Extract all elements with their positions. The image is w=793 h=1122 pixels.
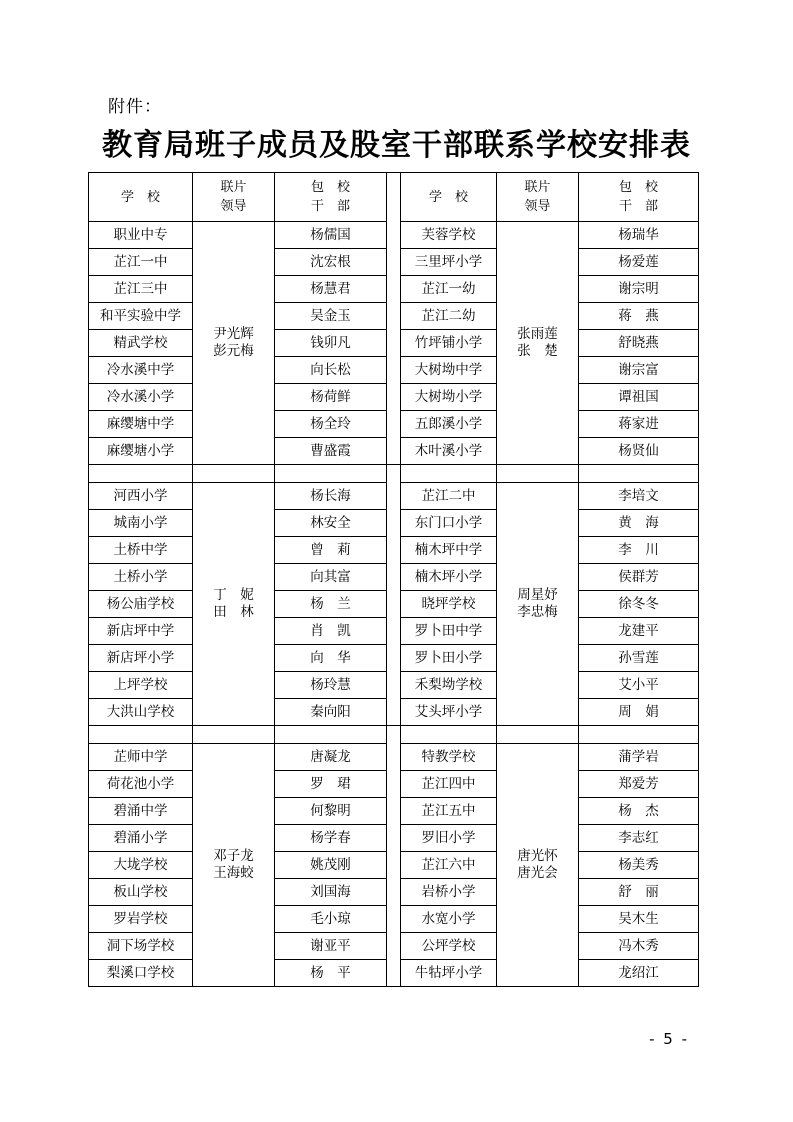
group-separator-row	[89, 726, 699, 744]
table-row	[89, 933, 699, 960]
school-name-left: 精武学校	[89, 330, 193, 357]
cadre-name-right: 吴木生	[579, 906, 699, 933]
cadre-name-right: 谭祖国	[579, 384, 699, 411]
left-leader-cell	[193, 483, 275, 726]
school-name-right: 水宽小学	[401, 906, 497, 933]
table-body	[89, 173, 699, 987]
school-name-left: 芷师中学	[89, 744, 193, 771]
cadre-name-left: 向其富	[275, 564, 387, 591]
column-gap	[387, 933, 401, 960]
leader-name: 张 楚	[517, 343, 558, 359]
school-name-right: 罗旧小学	[401, 825, 497, 852]
leader-name: 周星妤	[517, 587, 558, 603]
column-gap	[387, 618, 401, 645]
cadre-name-left: 杨长海	[275, 483, 387, 510]
leader-name: 王海蛟	[213, 865, 254, 881]
blank-cell	[193, 465, 275, 483]
right-leader-cell	[497, 483, 579, 726]
attachment-label: 附件：	[108, 97, 162, 117]
column-gap	[387, 726, 401, 744]
document-title: 教育局班子成员及股室干部联系学校安排表	[102, 128, 691, 163]
school-name-right: 晓坪学校	[401, 591, 497, 618]
school-name-left: 冷水溪小学	[89, 384, 193, 411]
column-gap	[387, 249, 401, 276]
header-leader-left	[193, 173, 275, 222]
school-name-right: 芷江二中	[401, 483, 497, 510]
cadre-name-right: 李志红	[579, 825, 699, 852]
school-name-right: 楠木坪中学	[401, 537, 497, 564]
table-row	[89, 330, 699, 357]
table-row	[89, 483, 699, 510]
school-name-right: 芷江一幼	[401, 276, 497, 303]
blank-cell	[275, 465, 387, 483]
cadre-name-left: 向长松	[275, 357, 387, 384]
column-gap	[387, 222, 401, 249]
leader-name: 唐光怀	[517, 848, 558, 864]
column-gap	[387, 645, 401, 672]
leader-name: 李忠梅	[517, 604, 558, 620]
header-cadre-line2: 干 部	[310, 199, 350, 214]
table-row	[89, 771, 699, 798]
table-row	[89, 744, 699, 771]
cadre-name-left: 杨儒国	[275, 222, 387, 249]
cadre-name-left: 曹盛霞	[275, 438, 387, 465]
header-cadre-right	[579, 173, 699, 222]
cadre-name-left: 曾 莉	[275, 537, 387, 564]
school-name-left: 河西小学	[89, 483, 193, 510]
column-gap	[387, 510, 401, 537]
school-name-right: 特教学校	[401, 744, 497, 771]
cadre-name-left: 杨荷鲜	[275, 384, 387, 411]
header-cadre-line1: 包 校	[310, 180, 350, 195]
column-gap	[387, 303, 401, 330]
table-header-row	[89, 173, 699, 222]
school-name-right: 公坪学校	[401, 933, 497, 960]
table-row	[89, 303, 699, 330]
school-name-left: 洞下场学校	[89, 933, 193, 960]
cadre-name-left: 杨学春	[275, 825, 387, 852]
school-name-left: 新店坪中学	[89, 618, 193, 645]
school-name-right: 芙蓉学校	[401, 222, 497, 249]
column-gap	[387, 879, 401, 906]
table-row	[89, 510, 699, 537]
school-name-left: 和平实验中学	[89, 303, 193, 330]
blank-cell	[401, 465, 497, 483]
leader-name: 尹光辉	[213, 326, 254, 342]
cadre-name-right: 艾小平	[579, 672, 699, 699]
cadre-name-left: 罗 珺	[275, 771, 387, 798]
cadre-name-right: 李 川	[579, 537, 699, 564]
column-gap	[387, 411, 401, 438]
column-gap	[387, 357, 401, 384]
school-name-right: 芷江二幼	[401, 303, 497, 330]
school-name-right: 芷江五中	[401, 798, 497, 825]
cadre-name-right: 周 娟	[579, 699, 699, 726]
cadre-name-left: 唐凝龙	[275, 744, 387, 771]
school-name-left: 碧涌中学	[89, 798, 193, 825]
cadre-name-left: 杨慧君	[275, 276, 387, 303]
school-name-left: 麻缨塘中学	[89, 411, 193, 438]
right-leader-cell	[497, 222, 579, 465]
school-name-left: 上坪学校	[89, 672, 193, 699]
table-row	[89, 618, 699, 645]
table-row	[89, 564, 699, 591]
cadre-name-right: 龙绍江	[579, 960, 699, 987]
school-name-right: 罗卜田小学	[401, 645, 497, 672]
school-name-right: 芷江四中	[401, 771, 497, 798]
cadre-name-right: 杨美秀	[579, 852, 699, 879]
school-name-right: 罗卜田中学	[401, 618, 497, 645]
cadre-name-left: 刘国海	[275, 879, 387, 906]
school-name-left: 芷江三中	[89, 276, 193, 303]
cadre-name-right: 杨爱莲	[579, 249, 699, 276]
school-name-left: 土桥小学	[89, 564, 193, 591]
header-cadre-left	[275, 173, 387, 222]
column-gap	[387, 537, 401, 564]
school-name-right: 大树坳小学	[401, 384, 497, 411]
column-gap	[387, 852, 401, 879]
column-gap	[387, 276, 401, 303]
table-row	[89, 672, 699, 699]
table-row	[89, 879, 699, 906]
page-number: - 5 -	[649, 1030, 689, 1048]
cadre-name-right: 蒋家进	[579, 411, 699, 438]
column-gap	[387, 672, 401, 699]
school-name-left: 城南小学	[89, 510, 193, 537]
header-cadre-line1: 包 校	[618, 180, 658, 195]
table-row	[89, 645, 699, 672]
table-row	[89, 438, 699, 465]
cadre-name-left: 杨玲慧	[275, 672, 387, 699]
column-gap	[387, 483, 401, 510]
cadre-name-left: 肖 凯	[275, 618, 387, 645]
cadre-name-right: 龙建平	[579, 618, 699, 645]
table-row	[89, 591, 699, 618]
column-gap	[387, 330, 401, 357]
cadre-name-left: 杨全玲	[275, 411, 387, 438]
cadre-name-right: 冯木秀	[579, 933, 699, 960]
column-gap	[387, 564, 401, 591]
leader-name: 唐光会	[517, 865, 558, 881]
column-gap	[387, 771, 401, 798]
school-name-right: 木叶溪小学	[401, 438, 497, 465]
school-name-left: 冷水溪中学	[89, 357, 193, 384]
cadre-name-left: 姚茂刚	[275, 852, 387, 879]
cadre-name-left: 吴金玉	[275, 303, 387, 330]
school-name-left: 新店坪小学	[89, 645, 193, 672]
cadre-name-right: 杨瑞华	[579, 222, 699, 249]
cadre-name-right: 谢宗富	[579, 357, 699, 384]
column-gap	[387, 173, 401, 222]
school-name-right: 三里坪小学	[401, 249, 497, 276]
blank-cell	[275, 726, 387, 744]
blank-cell	[401, 726, 497, 744]
cadre-name-right: 蒋 燕	[579, 303, 699, 330]
school-name-right: 大树坳中学	[401, 357, 497, 384]
table-row	[89, 357, 699, 384]
blank-cell	[193, 726, 275, 744]
school-name-right: 禾梨坳学校	[401, 672, 497, 699]
table-row	[89, 960, 699, 987]
table-row	[89, 384, 699, 411]
header-school-left: 学 校	[89, 173, 193, 222]
left-leader-cell	[193, 222, 275, 465]
school-name-right: 岩桥小学	[401, 879, 497, 906]
blank-cell	[579, 465, 699, 483]
school-name-left: 职业中专	[89, 222, 193, 249]
blank-cell	[89, 465, 193, 483]
header-leader-line2: 领导	[524, 199, 551, 214]
school-name-left: 大垅学校	[89, 852, 193, 879]
blank-cell	[497, 465, 579, 483]
leader-name: 丁 妮	[213, 587, 254, 603]
table-row	[89, 537, 699, 564]
column-gap	[387, 591, 401, 618]
column-gap	[387, 438, 401, 465]
column-gap	[387, 798, 401, 825]
cadre-name-left: 钱卯凡	[275, 330, 387, 357]
column-gap	[387, 384, 401, 411]
school-name-right: 东门口小学	[401, 510, 497, 537]
right-leader-cell	[497, 744, 579, 987]
cadre-name-right: 徐冬冬	[579, 591, 699, 618]
cadre-name-right: 杨贤仙	[579, 438, 699, 465]
cadre-name-right: 孙雪莲	[579, 645, 699, 672]
table-row	[89, 825, 699, 852]
blank-cell	[89, 726, 193, 744]
group-separator-row	[89, 465, 699, 483]
cadre-name-left: 林安全	[275, 510, 387, 537]
school-name-left: 大洪山学校	[89, 699, 193, 726]
cadre-name-right: 李培文	[579, 483, 699, 510]
cadre-name-right: 黄 海	[579, 510, 699, 537]
cadre-name-right: 侯群芳	[579, 564, 699, 591]
table-row	[89, 906, 699, 933]
table-row	[89, 699, 699, 726]
school-name-right: 五郎溪小学	[401, 411, 497, 438]
left-leader-cell	[193, 744, 275, 987]
leader-name: 彭元梅	[213, 343, 254, 359]
cadre-name-left: 杨 平	[275, 960, 387, 987]
blank-cell	[579, 726, 699, 744]
column-gap	[387, 825, 401, 852]
cadre-name-right: 蒲学岩	[579, 744, 699, 771]
leader-name: 张雨莲	[517, 326, 558, 342]
table-row	[89, 852, 699, 879]
school-name-right: 牛牯坪小学	[401, 960, 497, 987]
header-leader-line1: 联片	[524, 180, 551, 195]
cadre-name-left: 谢亚平	[275, 933, 387, 960]
header-leader-line1: 联片	[220, 180, 247, 195]
table-row	[89, 798, 699, 825]
cadre-name-left: 何黎明	[275, 798, 387, 825]
header-cadre-line2: 干 部	[618, 199, 658, 214]
cadre-name-right: 谢宗明	[579, 276, 699, 303]
leader-name: 田 林	[213, 604, 254, 620]
column-gap	[387, 699, 401, 726]
school-name-left: 杨公庙学校	[89, 591, 193, 618]
school-name-right: 芷江六中	[401, 852, 497, 879]
school-name-left: 罗岩学校	[89, 906, 193, 933]
school-name-left: 板山学校	[89, 879, 193, 906]
table-row	[89, 249, 699, 276]
assignment-table	[88, 172, 699, 987]
table-row	[89, 276, 699, 303]
column-gap	[387, 906, 401, 933]
cadre-name-left: 向 华	[275, 645, 387, 672]
cadre-name-left: 杨 兰	[275, 591, 387, 618]
school-name-left: 麻缨塘小学	[89, 438, 193, 465]
school-name-left: 荷花池小学	[89, 771, 193, 798]
cadre-name-left: 沈宏根	[275, 249, 387, 276]
table-row	[89, 222, 699, 249]
school-name-left: 土桥中学	[89, 537, 193, 564]
column-gap	[387, 960, 401, 987]
school-name-right: 艾头坪小学	[401, 699, 497, 726]
column-gap	[387, 465, 401, 483]
cadre-name-right: 郑爱芳	[579, 771, 699, 798]
cadre-name-right: 舒晓燕	[579, 330, 699, 357]
table-row	[89, 411, 699, 438]
blank-cell	[497, 726, 579, 744]
header-school-right: 学 校	[401, 173, 497, 222]
cadre-name-right: 杨 杰	[579, 798, 699, 825]
school-name-right: 楠木坪小学	[401, 564, 497, 591]
school-name-left: 芷江一中	[89, 249, 193, 276]
school-name-left: 梨溪口学校	[89, 960, 193, 987]
cadre-name-right: 舒 丽	[579, 879, 699, 906]
column-gap	[387, 744, 401, 771]
school-name-right: 竹坪铺小学	[401, 330, 497, 357]
school-name-left: 碧涌小学	[89, 825, 193, 852]
cadre-name-left: 秦向阳	[275, 699, 387, 726]
cadre-name-left: 毛小琼	[275, 906, 387, 933]
header-leader-line2: 领导	[220, 199, 247, 214]
leader-name: 邓子龙	[213, 848, 254, 864]
header-leader-right	[497, 173, 579, 222]
